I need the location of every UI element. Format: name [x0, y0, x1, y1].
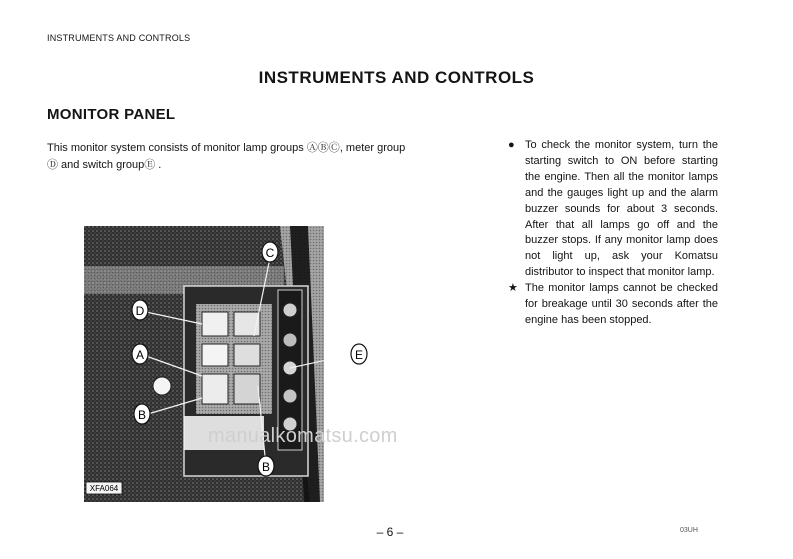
intro-paragraph: [47, 140, 497, 174]
callout-b: [134, 404, 150, 424]
intro-text-meter: , meter group: [339, 142, 406, 154]
svg-text:A: A: [135, 348, 145, 362]
svg-text:E: E: [354, 348, 364, 362]
callout-e: [350, 343, 368, 370]
running-head: INSTRUMENTS AND CONTROLS: [47, 33, 191, 43]
svg-text:B: B: [261, 460, 271, 474]
watermark: manualkomatsu.com: [208, 425, 398, 447]
section-title: MONITOR PANEL: [47, 106, 176, 123]
intro-text-switch: and switch group: [58, 159, 145, 171]
doc-code: 03UH: [680, 527, 698, 534]
callout-d: [132, 300, 148, 320]
svg-text:B: B: [137, 408, 147, 422]
svg-text:C: C: [265, 246, 275, 260]
callout-b-lower: [258, 456, 274, 476]
star-icon: ★: [508, 282, 518, 295]
svg-text:D: D: [135, 304, 145, 318]
notes-column: [508, 138, 718, 329]
page-number: – 6 –: [376, 525, 404, 539]
figure-code: XFA064: [89, 484, 119, 493]
note-text: To check the monitor system, turn the starting switch to ON before starting the engine. Then all the monitor lamps and the gauges light up and the alarm buzzer sounds for about 3 seconds. After that all lamps go off and the buzzer stops. If any monitor lamp does not light up, ask your Komatsu distributor to inspect that monitor lamp.: [525, 139, 718, 279]
monitor-panel-illustration: [84, 226, 324, 502]
intro-text: This monitor system consists of monitor lamp groups: [47, 142, 307, 154]
note-text: The monitor lamps cannot be checked for breakage until 30 seconds after the engine has been stopped.: [525, 282, 718, 326]
group-d-ref: Ⓓ: [47, 159, 58, 171]
callout-c: [262, 242, 278, 262]
note-breakage-check: [508, 281, 718, 329]
bullet-icon: ●: [508, 139, 515, 151]
note-check-procedure: [508, 138, 718, 281]
page-title: INSTRUMENTS AND CONTROLS: [258, 68, 535, 87]
groups-abc-ref: ⒶⒷⒸ: [306, 142, 340, 154]
group-e-ref: Ⓔ: [144, 159, 156, 171]
intro-text-end: .: [155, 159, 162, 171]
callout-a: [132, 344, 148, 364]
monitor-panel-photo: [84, 226, 324, 502]
